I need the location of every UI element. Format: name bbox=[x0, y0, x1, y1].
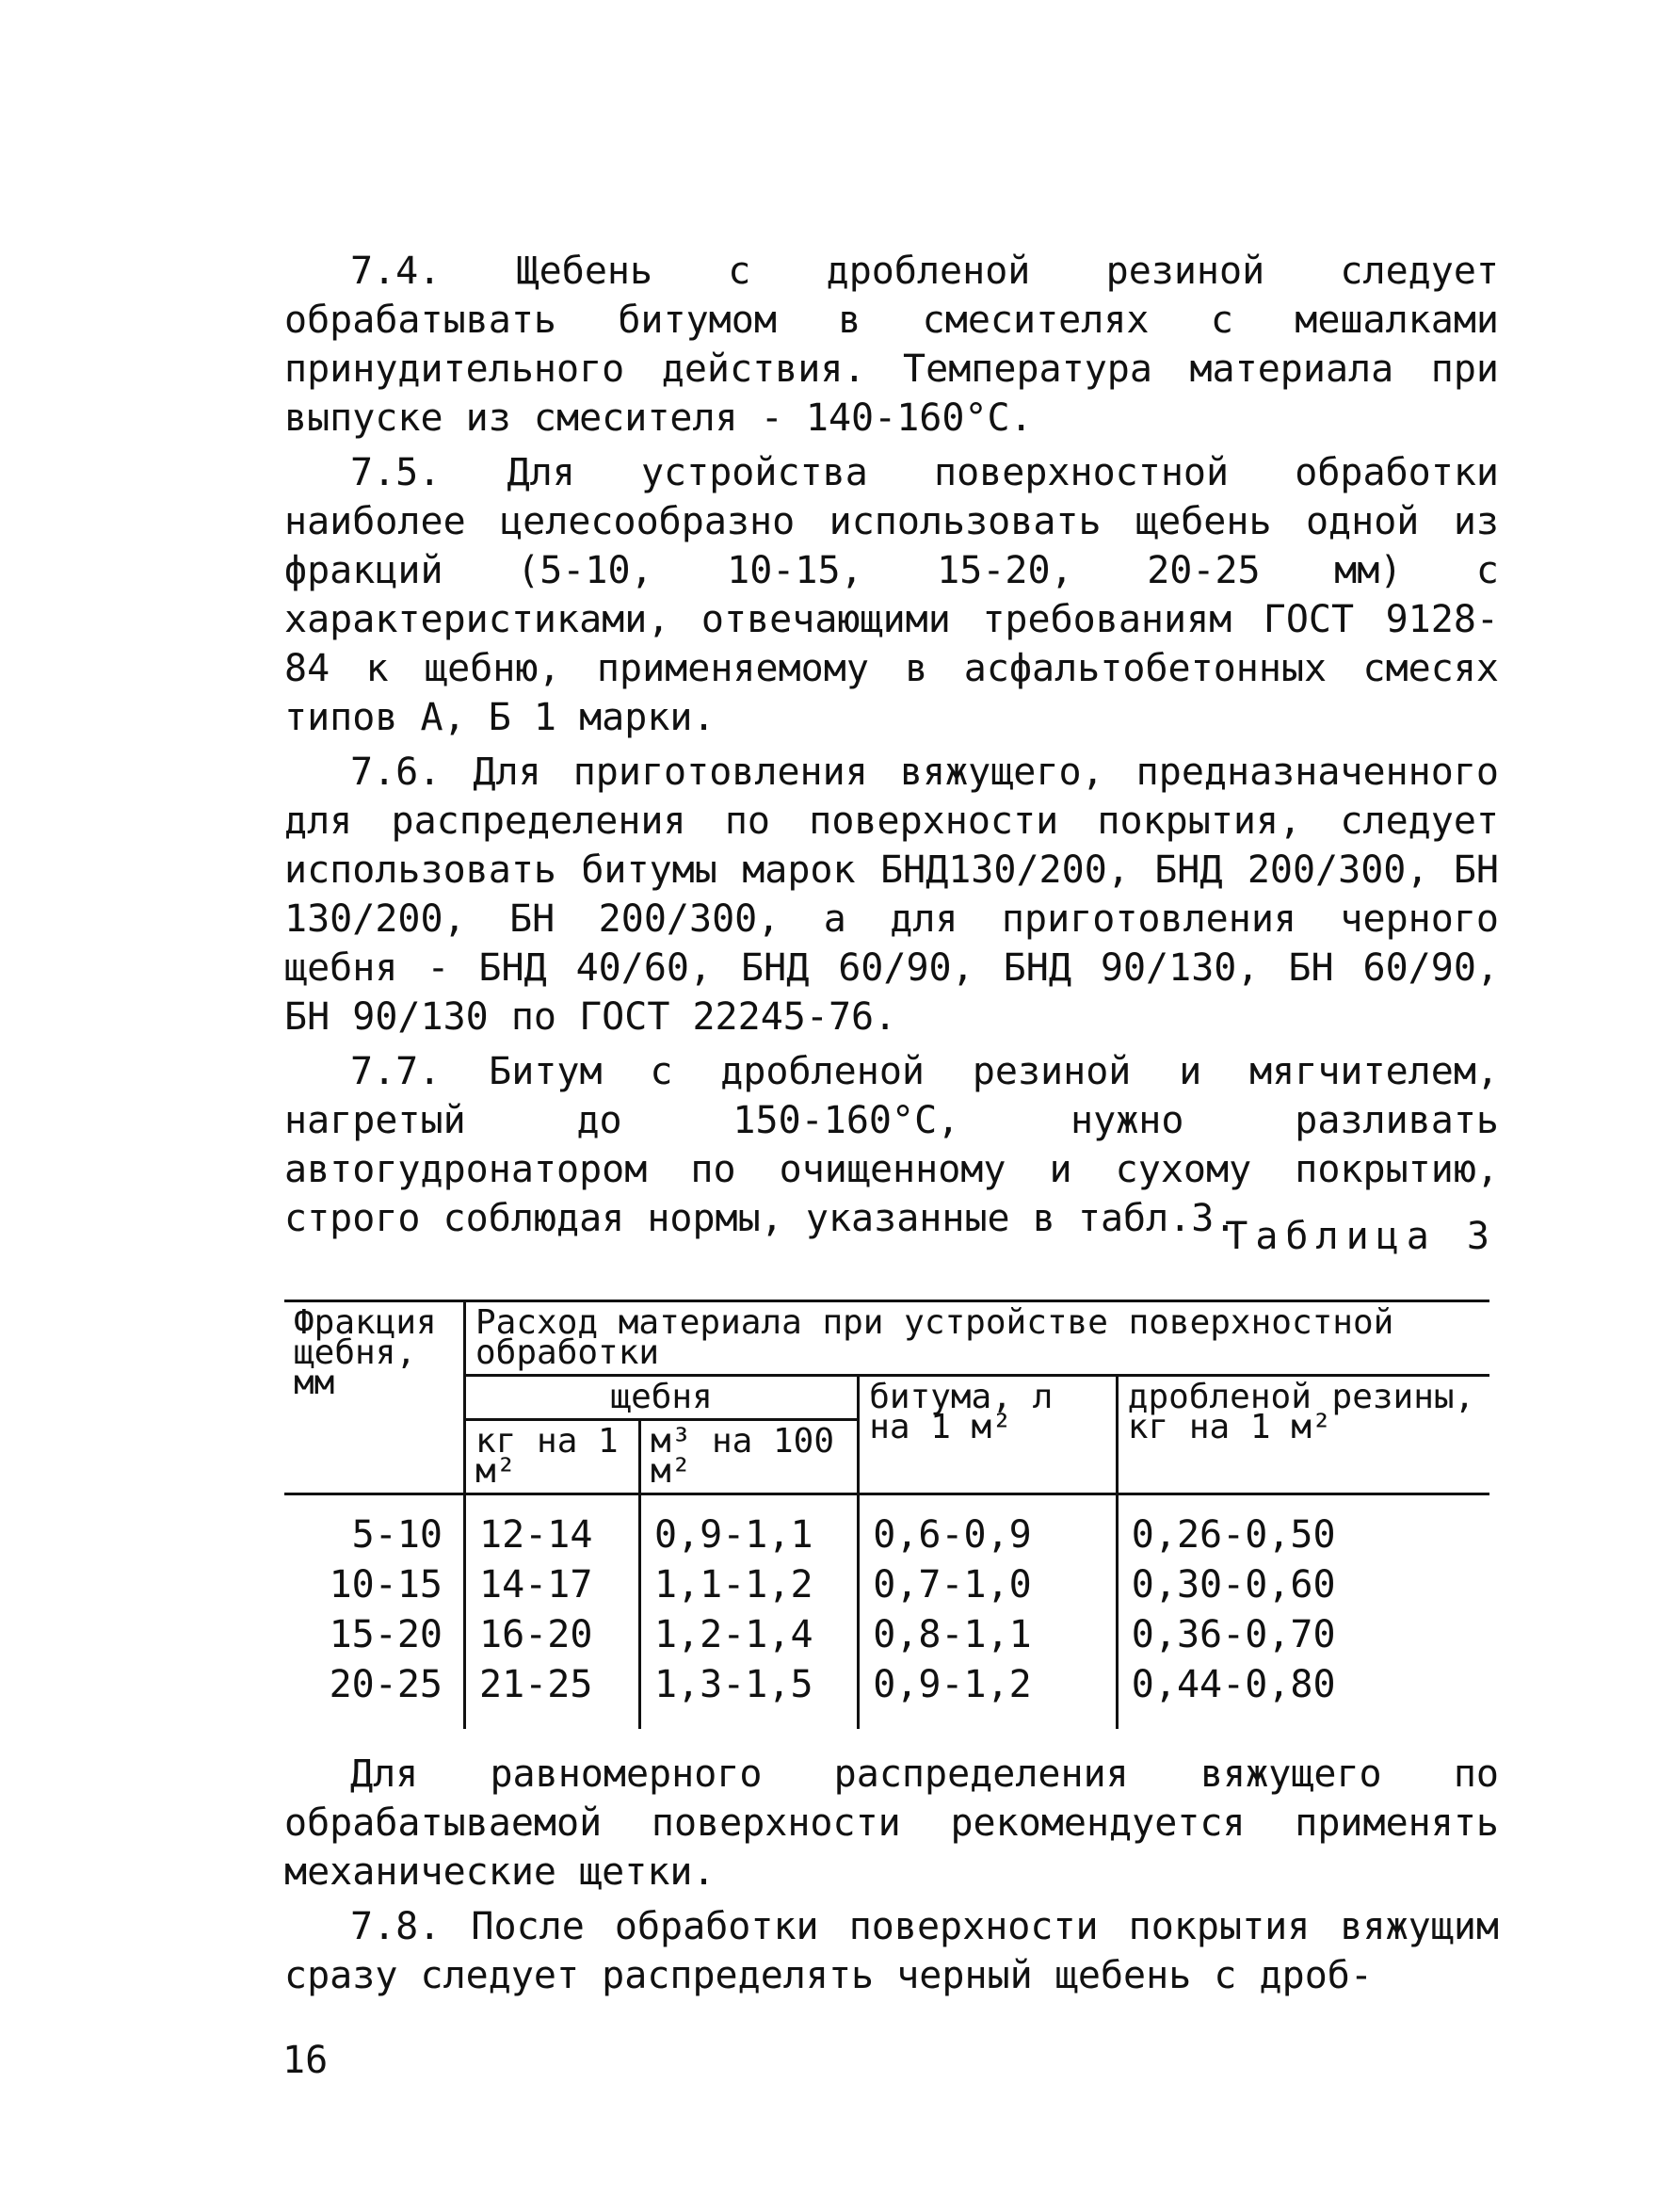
table-row bbox=[284, 1494, 1489, 1561]
header-rubber: дробленой резины, кг на 1 м² bbox=[1117, 1376, 1489, 1494]
cell-rubber: 0,44-0,80 bbox=[1117, 1660, 1489, 1729]
cell-bitumen: 0,7-1,0 bbox=[859, 1560, 1118, 1610]
cell-kg: 12-14 bbox=[465, 1494, 640, 1561]
header-m3-per-100m2: м³ на 100 м² bbox=[639, 1420, 858, 1494]
cell-m3: 1,2-1,4 bbox=[639, 1610, 858, 1660]
cell-fraction: 15-20 bbox=[329, 1613, 443, 1656]
cell-fraction: 5-10 bbox=[351, 1513, 443, 1557]
cell-kg: 16-20 bbox=[465, 1610, 640, 1660]
table-caption: Таблица 3 bbox=[1225, 1215, 1497, 1258]
header-consumption: Расход материала при устройстве поверхностной обработки bbox=[465, 1301, 1490, 1376]
cell-bitumen: 0,9-1,2 bbox=[859, 1660, 1118, 1729]
cell-fraction: 20-25 bbox=[329, 1663, 443, 1706]
body-text-upper bbox=[284, 247, 1499, 1243]
header-fraction: Фракция щебня, мм bbox=[284, 1301, 465, 1494]
table-row bbox=[284, 1660, 1489, 1729]
header-kg-per-m2: кг на 1 м² bbox=[465, 1420, 640, 1494]
cell-fraction: 10-15 bbox=[329, 1563, 443, 1607]
page-number: 16 bbox=[282, 2039, 329, 2082]
cell-rubber: 0,30-0,60 bbox=[1117, 1560, 1489, 1610]
cell-m3: 1,3-1,5 bbox=[639, 1660, 858, 1729]
cell-kg: 14-17 bbox=[465, 1560, 640, 1610]
cell-bitumen: 0,8-1,1 bbox=[859, 1610, 1118, 1660]
table-row bbox=[284, 1560, 1489, 1610]
cell-m3: 1,1-1,2 bbox=[639, 1560, 858, 1610]
cell-rubber: 0,26-0,50 bbox=[1117, 1494, 1489, 1561]
body-text-lower bbox=[284, 1750, 1499, 2000]
paragraph-7-5: 7.5. Для устройства поверхностной обработки наиболее целесообразно использовать щебень одной из фракций (5-10, 10-15, 15-20, 20-25 мм) с характеристиками, отвечающими требованиям ГОСТ 9128-84 к щебню, применяемому в асфальтобетонных смесях типов А, Б 1 марки. bbox=[284, 451, 1499, 739]
paragraph-7-4: 7.4. Щебень с дробленой резиной следует обрабатывать битумом в смесителях с мешалками принудительного действия. Температура материала при выпуске из смесителя - 140-160°С. bbox=[284, 250, 1499, 440]
cell-rubber: 0,36-0,70 bbox=[1117, 1610, 1489, 1660]
cell-bitumen: 0,6-0,9 bbox=[859, 1494, 1118, 1561]
paragraph-7-7: 7.7. Битум с дробленой резиной и мягчителем, нагретый до 150-160°С, нужно разливать автогудронатором по очищенному и сухому покрытию, строго соблюдая нормы, указанные в табл.3. bbox=[284, 1050, 1499, 1240]
paragraph-7-6: 7.6. Для приготовления вяжущего, предназначенного для распределения по поверхности покрытия, следует использовать битумы марок БНД130/200, БНД 200/300, БН 130/200, БН 200/300, а для приготовления черного щебня - БНД 40/60, БНД 60/90, БНД 90/130, БН 60/90, БН 90/130 по ГОСТ 22245-76. bbox=[284, 751, 1499, 1039]
paragraph-7-8: 7.8. После обработки поверхности покрытия вяжущим сразу следует распределять черный щебень с дроб- bbox=[284, 1905, 1499, 1997]
header-bitumen: битума, л на 1 м² bbox=[859, 1376, 1118, 1494]
cell-kg: 21-25 bbox=[465, 1660, 640, 1729]
cell-m3: 0,9-1,1 bbox=[639, 1494, 858, 1561]
header-crushed-stone: щебня bbox=[465, 1376, 859, 1420]
consumption-table bbox=[284, 1300, 1489, 1729]
paragraph-after-table: Для равномерного распределения вяжущего по обрабатываемой поверхности рекомендуется применять механические щетки. bbox=[284, 1752, 1499, 1894]
table-row bbox=[284, 1610, 1489, 1660]
